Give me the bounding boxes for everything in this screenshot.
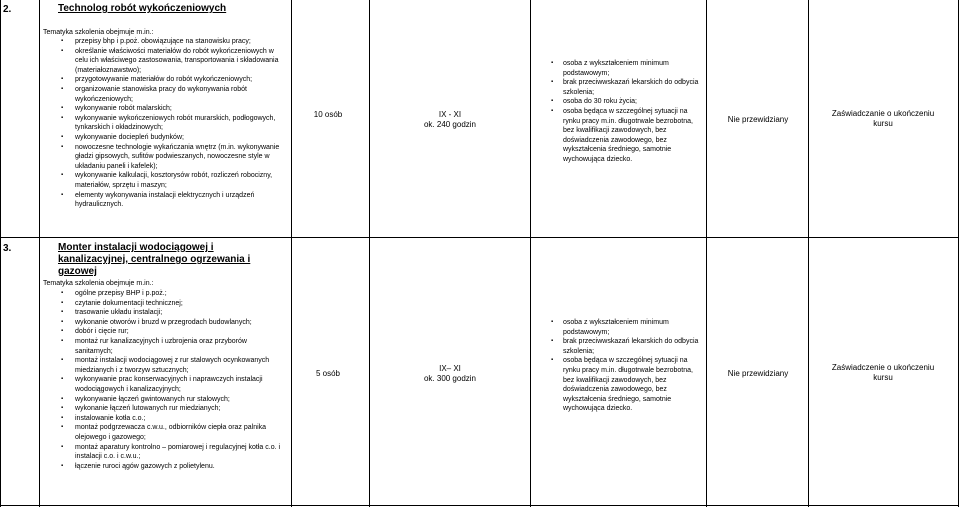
list-item: ▪ dobór i cięcie rur;: [61, 327, 286, 337]
list-item: ▪ wykonywanie robót malarskich;: [61, 104, 286, 114]
row-number: 2.: [3, 4, 12, 15]
certificate-text: Zaświadczenie o ukończeniu kursu: [831, 363, 935, 382]
list-item: ▪ czytanie dokumentacji technicznej;: [61, 299, 286, 309]
course-hours: ok. 240 godzin: [423, 120, 477, 129]
table-row-divider: [0, 505, 959, 506]
list-item: ▪ łączenie ruroci ągów gazowych z polietylenu.: [61, 462, 286, 472]
course-title: Monter instalacji wodociągowej i kanalizacyjnej, centralnego ogrzewania i gazowej: [58, 242, 251, 277]
list-item: ▪ wykonywanie wykończeniowych robót murarskich, podłogowych, tynkarskich i okładzinowych;: [61, 114, 286, 133]
course-period: IX - XI: [438, 110, 462, 119]
participants-count: 5 osób: [315, 369, 341, 378]
list-item: ▪ osoba z wykształceniem minimum podstawowym;: [551, 318, 701, 337]
list-item: ▪ przygotowywanie materiałów do robót wykończeniowych;: [61, 75, 286, 85]
list-item: ▪ organizowanie stanowiska pracy do wykonywania robót wykończeniowych;: [61, 85, 286, 104]
topics-intro: Tematyka szkolenia obejmuje m.in.:: [43, 29, 154, 36]
list-item: ▪ osoba będąca w szczególnej sytuacji na rynku pracy m.in. długotrwale bezrobotna, bez kwalifikacji zawodowych, bez doświadczenia zawodowego, bez wykształcenia średniego, samotnie wychowująca dziecko.: [551, 107, 701, 165]
certificate-text: Zaświadczanie o ukończeniu kursu: [831, 109, 935, 128]
list-item: ▪ wykonanie otworów i bruzd w przegrodach budowlanych;: [61, 318, 286, 328]
table-column-divider: [39, 0, 40, 507]
list-item: ▪ przepisy bhp i p.poż. obowiązujące na stanowisku pracy;: [61, 37, 286, 47]
list-item: ▪ osoba do 30 roku życia;: [551, 97, 701, 107]
list-item: ▪ osoba z wykształceniem minimum podstawowym;: [551, 59, 701, 78]
row-number: 3.: [3, 243, 12, 254]
topics-list: [61, 37, 286, 210]
list-item: ▪ montaż instalacji wodociągowej z rur stalowych ocynkowanych miedzianych i z tworzyw sztucznych;: [61, 356, 286, 375]
course-title: Technolog robót wykończeniowych: [58, 3, 227, 14]
list-item: ▪ instalowanie kotła c.o.;: [61, 414, 286, 424]
list-item: ▪ trasowanie układu instalacji;: [61, 308, 286, 318]
requirements-list: [551, 59, 701, 165]
topics-intro: Tematyka szkolenia obejmuje m.in.:: [43, 280, 154, 287]
field-not-planned: Nie przewidziany: [727, 115, 789, 124]
list-item: ▪ nowoczesne technologie wykańczania wnętrz (m.in. wykonywanie gładzi gipsowych, sufitów podwieszanych, nowoczesne style w układaniu paneli i kafelek);: [61, 143, 286, 172]
list-item: ▪ ogólne przepisy BHP i p.poż.;: [61, 289, 286, 299]
list-item: ▪ określanie właściwości materiałów do robót wykończeniowych w celu ich właściwego zastosowania, transportowania i składowania (materiałoznawstwo);: [61, 47, 286, 76]
list-item: ▪ elementy wykonywania instalacji elektrycznych i urządzeń hydraulicznych.: [61, 191, 286, 210]
table-column-divider: [530, 0, 531, 507]
list-item: ▪ osoba będąca w szczególnej sytuacji na rynku pracy m.in. długotrwale bezrobotna, bez kwalifikacji zawodowych, bez doświadczenia zawodowego, bez wykształcenia średniego, samotnie wychowująca dziecko.: [551, 356, 701, 414]
topics-list: [61, 289, 286, 471]
table-column-divider: [706, 0, 707, 507]
list-item: ▪ wykonywanie łączeń gwintowanych rur stalowych;: [61, 395, 286, 405]
list-item: ▪ montaż podgrzewacza c.w.u., odbiorników ciepła oraz palnika olejowego i gazowego;: [61, 423, 286, 442]
table-column-divider: [808, 0, 809, 507]
table-border-left: [0, 0, 1, 507]
list-item: ▪ montaż aparatury kontrolno – pomiarowej i regulacyjnej kotła c.o. i instalacji c.o. i c.w.u.;: [61, 443, 286, 462]
table-row-divider: [0, 237, 959, 238]
list-item: ▪ wykonanie łączeń lutowanych rur miedzianych;: [61, 404, 286, 414]
course-hours: ok. 300 godzin: [423, 374, 477, 383]
participants-count: 10 osób: [313, 110, 343, 119]
course-period: IX– XI: [439, 364, 461, 373]
list-item: ▪ wykonywanie dociepleń budynków;: [61, 133, 286, 143]
list-item: ▪ wykonywanie kalkulacji, kosztorysów robót, rozliczeń robocizny, materiałów, sprzętu i maszyn;: [61, 171, 286, 190]
list-item: ▪ brak przeciwwskazań lekarskich do odbycia szkolenia;: [551, 337, 701, 356]
table-column-divider: [291, 0, 292, 507]
table-column-divider: [369, 0, 370, 507]
list-item: ▪ brak przeciwwskazań lekarskich do odbycia szkolenia;: [551, 78, 701, 97]
field-not-planned: Nie przewidziany: [727, 369, 789, 378]
list-item: ▪ wykonywanie prac konserwacyjnych i naprawczych instalacji wodociągowych i kanalizacyjnych;: [61, 375, 286, 394]
requirements-list: [551, 318, 701, 414]
list-item: ▪ montaż rur kanalizacyjnych i uzbrojenia oraz przyborów sanitarnych;: [61, 337, 286, 356]
